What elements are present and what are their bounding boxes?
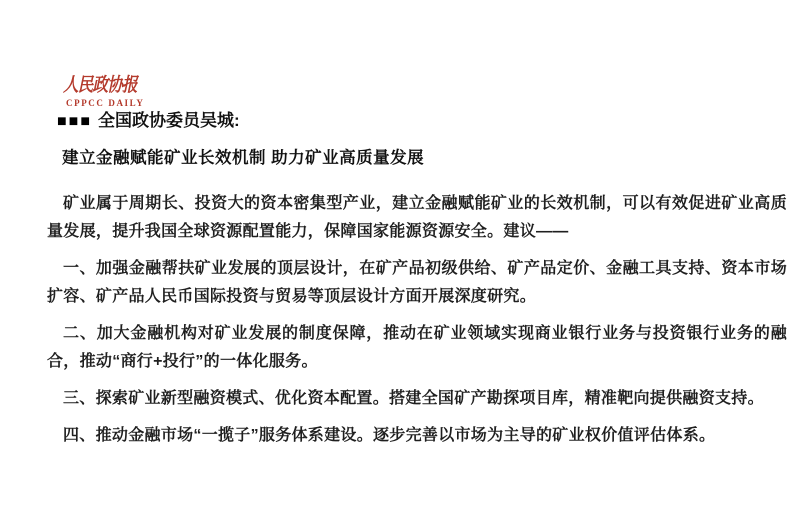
paragraph-intro: 矿业属于周期长、投资大的资本密集型产业，建立金融赋能矿业的长效机制，可以有效促进矿业高质量发展，提升我国全球资源配置能力，保障国家能源资源安全。建议——	[47, 195, 787, 240]
newspaper-logo-subtitle: CPPCC DAILY	[66, 98, 145, 108]
paragraph-suggestion-2: 二、加大金融机构对矿业发展的制度保障，推动在矿业领域实现商业银行业务与投资银行业务的融合，推动“商行+投行”的一体化服务。	[47, 325, 787, 370]
paragraph-suggestion-1: 一、加强金融帮扶矿业发展的顶层设计，在矿产品初级供给、矿产品定价、金融工具支持、资本市场扩容、矿产品人民币国际投资与贸易等顶层设计方面开展深度研究。	[47, 260, 787, 305]
byline-squares-icon: ■■■	[57, 113, 92, 130]
byline	[57, 111, 240, 132]
article-headline: 建立金融赋能矿业长效机制 助力矿业高质量发展	[62, 149, 425, 167]
masthead	[63, 74, 153, 108]
byline-text: 全国政协委员吴城:	[98, 111, 240, 130]
paragraph-suggestion-4: 四、推动金融市场“一揽子”服务体系建设。逐步完善以市场为主导的矿业权价值评估体系。	[63, 427, 716, 444]
paragraph-suggestion-3: 三、探索矿业新型融资模式、优化资本配置。搭建全国矿产勘探项目库，精准靶向提供融资支持。	[63, 390, 764, 407]
article-body	[47, 190, 787, 459]
newspaper-logo: 人民政协报	[63, 74, 137, 96]
